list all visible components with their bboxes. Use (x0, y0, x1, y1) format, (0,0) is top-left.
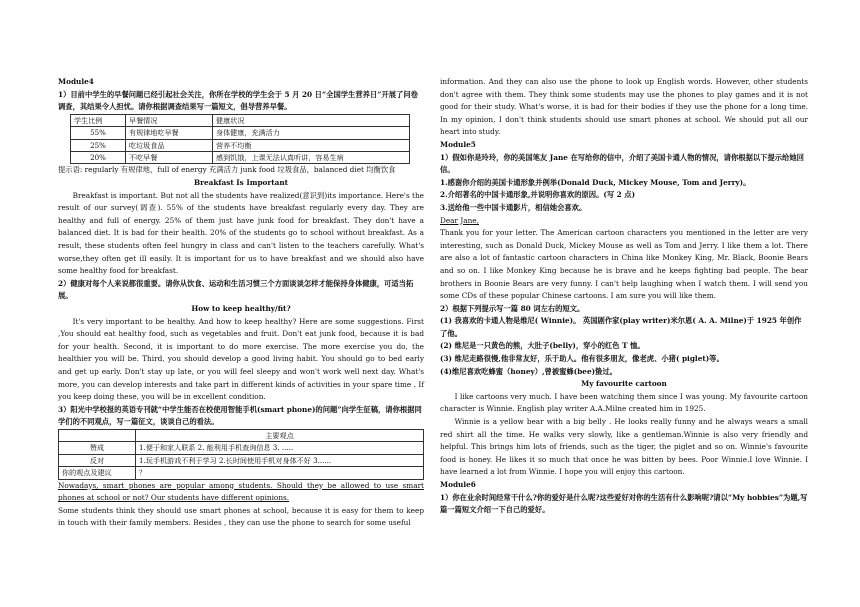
opinion-table (58, 429, 424, 480)
point-item: 3.送给他一些中国卡通影片，相信她会喜欢。 (440, 202, 587, 212)
table-cell: 20% (71, 152, 126, 164)
table-header: 主要观点 (136, 429, 424, 441)
question-3: 1）你在业余时间经常干什么?你的爱好是什么呢?这些爱好对你的生活有什么影响呢?请以“My hobbies”为题,写篇一篇短文介绍一下自己的爱好。 (440, 492, 808, 515)
table-row (71, 152, 410, 164)
module6-heading: Module6 (440, 480, 476, 489)
survey-table (70, 114, 410, 165)
essay-paragraph: It's very important to be healthy. And how to keep healthy? Here are some suggestions. First ,You should eat healthy food, such as vegetables and fruit. Don't eat junk food, because it is bad for your health. Second, it is important to do more exercise. The more exercise you do, the healthier you will be. Third, you should develop a good living habit. You should go to bed early and get up early. Don't stay up late, or you will feel sleepy and won't work well next day. What's more, you can develop interests and take part in different kinds of activities in your spare time . If you keep doing these, you will be in excellent condition. (58, 316, 424, 402)
table-cell: 身体健康，充满活力 (213, 127, 410, 139)
letter-greeting: Dear Jane, (440, 215, 479, 225)
table-cell: 不吃早餐 (126, 152, 213, 164)
point-item: (2) 维尼是一只黄色的熊，大肚子(belly)，穿小的红色 T 恤。 (440, 341, 645, 351)
table-cell (59, 429, 136, 441)
essay-title: My favourite cartoon (581, 379, 667, 389)
table-cell: 1.便于和家人联系 2. 能利用手机查询信息 3. ..... (136, 442, 424, 454)
table-cell: 吃垃圾食品 (126, 139, 213, 151)
question-1: 1）假如你是玲玲，你的美国笔友 Jane 在写给你的信中，介绍了美国卡通人物的情况，请你根据以下提示给她回信。 (440, 152, 804, 175)
essay-paragraph: Breakfast is important. But not all the students have realized(意识到)its importance. Here's the result of our survey(调查). 55% of the students have breakfast regularly every day. They are healthy and full of energy. 25% of them just have junk food for breakfast. They don't have a balanced diet. It is bad for their health. 20% of the students go to school without breakfast. As a result, these students often feel hungry in class and can't listen to the teachers carefully. What's worse,they often get ill easily. It is important for us to have breakfast and we should also have some healthy food for breakfast. (58, 190, 424, 276)
essay-title: How to keep healthy/fit? (191, 303, 291, 313)
right-column (440, 76, 808, 517)
hint-text: 提示语: regularly 有规律地，full of energy 充满活力 junk food 垃圾食品，balanced diet 均衡饮食 (58, 165, 396, 175)
table-header: 学生比例 (71, 114, 126, 126)
table-cell: ？ (136, 467, 424, 479)
essay-paragraph: Nowadays, smart phones are popular among students. Should they be allowed to use smart phones at school or not? Our students have different opinions. (58, 480, 424, 503)
table-cell: 1.玩手机游戏不利于学习 2.长时间使用手机对身体不好 3...... (136, 454, 424, 466)
question-2: 2）根据下列提示写一篇 80 词左右的短文。 (440, 303, 585, 313)
letter-body: Thank you for your letter. The American cartoon characters you mentioned in the letter are very interesting, such as Donald Duck, Mickey Mouse as well as Tom and Jerry. I like them a lot. There are also a lot of fantastic cartoon characters in China like Monkey King, Mr. Black, Boonie Bears and so on. I like Monkey King because he is brave and he keeps fighting bad people. The bear brothers in Boonie Bears are very funny. I can't help laughing when I watch them. I will send you some CDs of these popular Chinese cartoons. I am sure you will like them. (440, 228, 808, 301)
table-row (59, 454, 424, 466)
question-3: 3）阳光中学校报的英语专刊就“中学生能否在校使用智能手机(smart phone)的问题”向学生征稿，请你根据同学们的不同观点，写一篇征文，谈谈自己的看法。 (58, 404, 422, 427)
table-header: 健康状况 (213, 114, 410, 126)
table-header-row (71, 114, 410, 126)
point-item: (3) 维尼走路很慢,他非常友好，乐于助人。他有很多朋友，像老虎、小猪( piglet)等。 (440, 354, 724, 364)
question-2: 2）健康对每个人来说都很重要。请你从饮食、运动和生活习惯三个方面谈谈怎样才能保持身体健康，可适当拓展。 (58, 278, 414, 301)
table-cell: 25% (71, 139, 126, 151)
table-cell: 你的观点及建议 (59, 467, 136, 479)
module4-heading: Module4 (58, 77, 94, 86)
point-item: 2.介绍著名的中国卡通形象,并说明你喜欢的原因。(写 2 点) (440, 190, 636, 200)
essay-paragraph: information. And they can also use the phone to look up English words. However, other students don't agree with them. They think some students may use the phones to play games and it is not good for their study. What's worse, it is bad for their bodies if they use the phone for a long time. In my opinion, I don't think students should use smart phones at school. We should put all our heart into study. (440, 77, 808, 137)
essay-title: Breakfast Is Important (193, 178, 289, 187)
table-row (59, 442, 424, 454)
point-item: (1) 我喜欢的卡通人物是维尼( Winnie)。 英国剧作家(play writer)米尔恩( A. A. Milne)于 1925 年创作了他。 (440, 316, 802, 338)
module5-heading: Module5 (440, 139, 476, 149)
table-cell: 赞成 (59, 442, 136, 454)
essay-paragraph: Some students think they should use smart phones at school, because it is easy for them to keep in touch with their family members. Besides , they can use the phone to search for some useful (58, 505, 424, 528)
point-item: (4)维尼喜欢吃蜂蜜（honey）,曾被蜜蜂(bee)蛰过。 (440, 366, 617, 376)
left-column (58, 76, 424, 530)
table-row (71, 127, 410, 139)
table-cell: 55% (71, 127, 126, 139)
table-cell: 营养不均衡 (213, 139, 410, 151)
question-1: 1）目前中学生的早餐问题已经引起社会关注，你所在学校的学生会于 5 月 20 日“全国学生营养日”开展了问卷调查，其结果令人担忧。请你根据调查结果写一篇短文，倡导营养早餐。 (58, 89, 418, 112)
point-item: 1.感谢你介绍的美国卡通形象并例举(Donald Duck, Mickey Mouse, Tom and Jerry)。 (440, 177, 751, 187)
essay-paragraph: I like cartoons very much. I have been watching them since I was young. My favourite cartoon character is Winnie. English play writer A.A.Milne created him in 1925. (440, 391, 808, 414)
table-cell: 有规律地吃早餐 (126, 127, 213, 139)
table-row (71, 139, 410, 151)
table-header-row (59, 429, 424, 441)
essay-paragraph: Winnie is a yellow bear with a big belly . He looks really funny and he always wears a small red shirt all the time. He walks very slowly, like a gentleman.Winnie is also very friendly and helpful. This brings him lots of friends, such as the tiger, the piglet and so on. Winnie's favourite food is honey. He likes it so much that once he was bitten by bees. Poor Winnie.I love Winnie. I have learned a lot from Winnie. I hope you will enjoy this cartoon. (440, 417, 808, 477)
table-row (59, 467, 424, 479)
table-cell: 感到饥饿，上课无法认真听讲，容易生病 (213, 152, 410, 164)
table-cell: 反对 (59, 454, 136, 466)
table-header: 早餐情况 (126, 114, 213, 126)
